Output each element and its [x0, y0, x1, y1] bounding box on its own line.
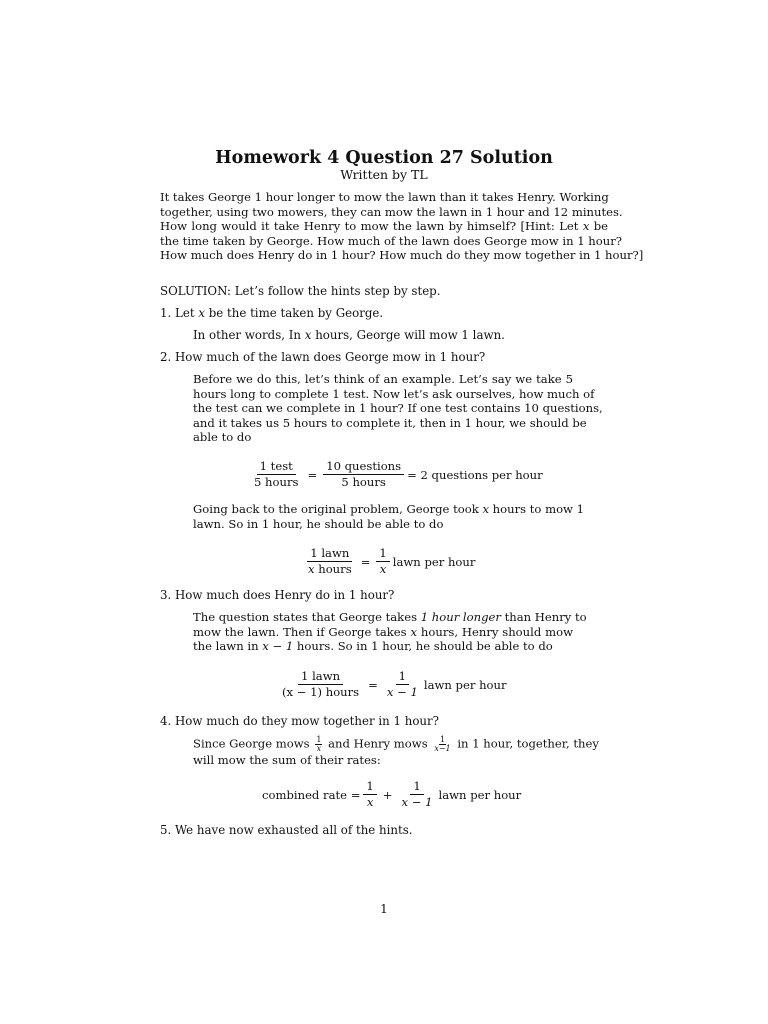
equation-george-rate: $\frac{\text{1 lawn}}{\text{x hours}}$ = $\frac{1}{x}$ lawn per hour — [308, 546, 476, 576]
problem-line: How much does Henry do in 1 hour? How much do they mow together in 1 hour?] — [160, 248, 644, 263]
step-5-heading: 5. We have now exhausted all of the hints. — [160, 823, 413, 837]
problem-line: It takes George 1 hour longer to mow the lawn than it takes Henry. Working — [160, 190, 609, 204]
equation-combined-rate: combined rate = $\frac{1}{x}$ + $\frac{1}{x - 1}$ lawn per hour — [262, 779, 522, 809]
problem-line: together, using two mowers, they can mow the lawn in 1 hour and 12 minutes. — [160, 204, 623, 219]
step-3-paragraph: The question states that George takes 1 hour longer than Henry to mow the lawn. Then if George takes x hours, Henry should mow the lawn in x − 1 hours. So in 1 hour, he should be able to do — [193, 610, 587, 654]
step-1-detail: In other words, In x hours, George will mow 1 lawn. — [193, 328, 505, 342]
step-3-heading: 3. How much does Henry do in 1 hour? — [160, 588, 395, 602]
page-title: Homework 4 Question 27 Solution — [215, 148, 553, 168]
step-4-heading: 4. How much do they mow together in 1 hour? — [160, 714, 439, 728]
variable-x: x — [582, 219, 590, 234]
problem-line: the time taken by George. How much of the lawn does George mow in 1 hour? — [160, 233, 622, 248]
problem-statement — [160, 190, 644, 263]
equation-henry-rate: $\frac{\text{1 lawn}}{\text{(x − 1) hours}}$ = $\frac{1}{x - 1}$ lawn per hour — [282, 669, 507, 699]
equation-test-example: $\frac{\text{1 test}}{\text{5 hours}}$ = $\frac{\text{10 questions}}{\text{5 hours}}$ = 2 questions per hour — [254, 459, 543, 489]
step-4-paragraph: Since George mows $\frac{1}{x}$ and Henry mows $\frac{1}{x-1}$ in 1 hour, together, they will mow the sum of their rates: — [193, 735, 599, 767]
step-2-heading: 2. How much of the lawn does George mow in 1 hour? — [160, 350, 486, 364]
page-number: 1 — [380, 902, 388, 916]
step-2-followup: Going back to the original problem, George took x hours to mow 1 lawn. So in 1 hour, he should be able to do — [193, 502, 585, 531]
problem-line: How long would it take Henry to mow the lawn by himself? [Hint: Let x be — [160, 219, 609, 234]
step-1-heading: 1. Let x be the time taken by George. — [160, 306, 384, 320]
solution-intro: SOLUTION: Let’s follow the hints step by step. — [160, 284, 441, 298]
step-2-paragraph: Before we do this, let’s think of an example. Let’s say we take 5 hours long to complete 1 test. Now let’s ask ourselves, how much of the test can we complete in 1 hour? If one test contains 10 questions, and it takes us 5 hours to complete it, then in 1 hour, we should be able to do — [193, 372, 603, 445]
author-line: Written by TL — [340, 167, 428, 182]
